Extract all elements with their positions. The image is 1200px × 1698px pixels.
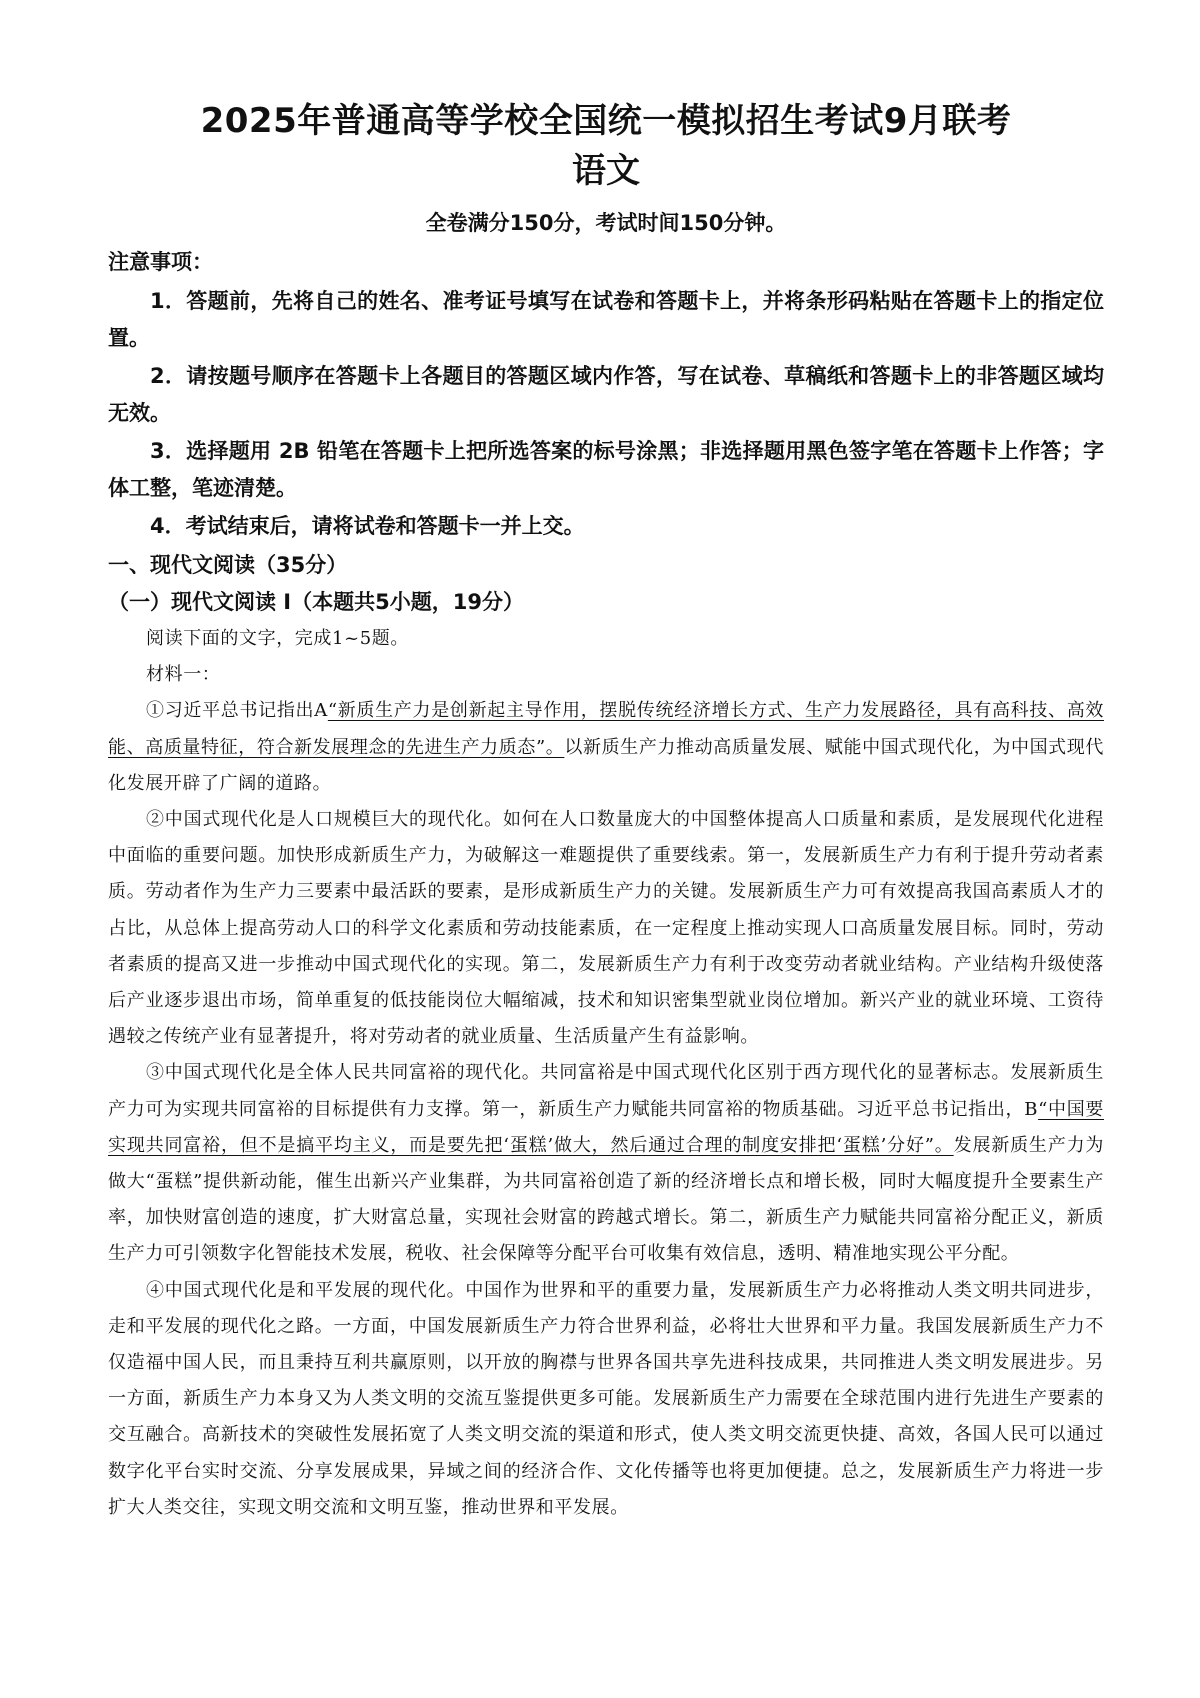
notice-heading: 注意事项： (108, 250, 213, 274)
paragraph-3 (108, 1055, 1104, 1272)
quote-marker-b: B (1024, 1098, 1039, 1120)
notice-item-3: 3．选择题用 2B 铅笔在答题卡上把所选答案的标号涂黑；非选择题用黑色签字笔在答题卡上作答；字体工整，笔迹清楚。 (108, 439, 1104, 500)
paragraph-2: ②中国式现代化是人口规模巨大的现代化。如何在人口数量庞大的中国整体提高人口质量和素质，是发展现代化进程中面临的重要问题。加快形成新质生产力，为破解这一难题提供了重要线索。第一，发展新质生产力有利于提升劳动者素质。劳动者作为生产力三要素中最活跃的要素，是形成新质生产力的关键。发展新质生产力可有效提高我国高素质人才的占比，从总体上提高劳动人口的科学文化素质和劳动技能素质，在一定程度上推动实现人口高质量发展目标。同时，劳动者素质的提高又进一步推动中国式现代化的实现。第二，发展新质生产力有利于改变劳动者就业结构。产业结构升级使落后产业逐步退出市场，简单重复的低技能岗位大幅缩减，技术和知识密集型就业岗位增加。新兴产业的就业环境、工资待遇较之传统产业有显著提升，将对劳动者的就业质量、生活质量产生有益影响。 (108, 809, 1104, 1048)
exam-title: 2025年普通高等学校全国统一模拟招生考试9月联考 (200, 101, 1012, 141)
paragraph-1-tail: 以新质生产力推动高质量发展、赋能中国式现代化，为中国式现代化发展开辟了广阔的道路。 (108, 736, 1104, 794)
reading-instruction: 阅读下面的文字，完成1~5题。 (146, 628, 409, 649)
subject-title: 语文 (572, 151, 640, 191)
material-label: 材料一： (146, 664, 221, 686)
underlined-quote-b: “中国要实现共同富裕，但不是搞平均主义，而是要先把‘蛋糕’做大，然后通过合理的制度安排把‘蛋糕’分好”。 (108, 1098, 1104, 1156)
underlined-quote-a: “新质生产力是创新起主导作用，摆脱传统经济增长方式、生产力发展路径，具有高科技、高效能、高质量特征，符合新发展理念的先进生产力质态”。 (108, 700, 1104, 758)
score-time-line: 全卷满分150分，考试时间150分钟。 (425, 211, 787, 235)
section-heading: 一、现代文阅读（35分） (108, 553, 348, 577)
quote-marker-a: A (314, 700, 328, 722)
notice-item-1: 1．答题前，先将自己的姓名、准考证号填写在试卷和答题卡上，并将条形码粘贴在答题卡上的指定位置。 (108, 289, 1104, 350)
paragraph-3-tail: 发展新质生产力为做大“蛋糕”提供新动能，催生出新兴产业集群，为共同富裕创造了新的经济增长点和增长极，同时大幅度提升全要素生产率，加快财富创造的速度，扩大财富总量，实现社会财富的跨越式增长。第二，新质生产力赋能共同富裕分配正义，新质生产力可引领数字化智能技术发展，税收、社会保障等分配平台可收集有效信息，透明、精准地实现公平分配。 (108, 1134, 1104, 1265)
paragraph-1 (108, 693, 1104, 802)
notice-item-4: 4．考试结束后，请将试卷和答题卡一并上交。 (150, 514, 585, 538)
paragraph-4: ④中国式现代化是和平发展的现代化。中国作为世界和平的重要力量，发展新质生产力必将推动人类文明共同进步，走和平发展的现代化之路。一方面，中国发展新质生产力符合世界利益，必将壮大世界和平力量。我国发展新质生产力不仅造福中国人民，而且秉持互利共赢原则，以开放的胸襟与世界各国共享先进科技成果，共同推进人类文明发展进步。另一方面，新质生产力本身又为人类文明的交流互鉴提供更多可能。发展新质生产力需要在全球范围内进行先进生产要素的交互融合。高新技术的突破性发展拓宽了人类文明交流的渠道和形式，使人类文明交流更快捷、高效，各国人民可以通过数字化平台实时交流、分享发展成果，异域之间的经济合作、文化传播等也将更加便捷。总之，发展新质生产力将进一步扩大人类交往，实现文明交流和文明互鉴，推动世界和平发展。 (108, 1279, 1104, 1518)
notice-item-2: 2．请按题号顺序在答题卡上各题目的答题区域内作答，写在试卷、草稿纸和答题卡上的非答题区域均无效。 (108, 364, 1104, 425)
paragraph-1-lead: ①习近平总书记指出 (146, 700, 315, 722)
subsection-heading: （一）现代文阅读 I（本题共5小题，19分） (108, 590, 524, 614)
paragraph-3-lead: ③中国式现代化是全体人民共同富裕的现代化。共同富裕是中国式现代化区别于西方现代化的显著标志。发展新质生产力可为实现共同富裕的目标提供有力支撑。第一，新质生产力赋能共同富裕的物质基础。习近平总书记指出， (108, 1062, 1104, 1120)
